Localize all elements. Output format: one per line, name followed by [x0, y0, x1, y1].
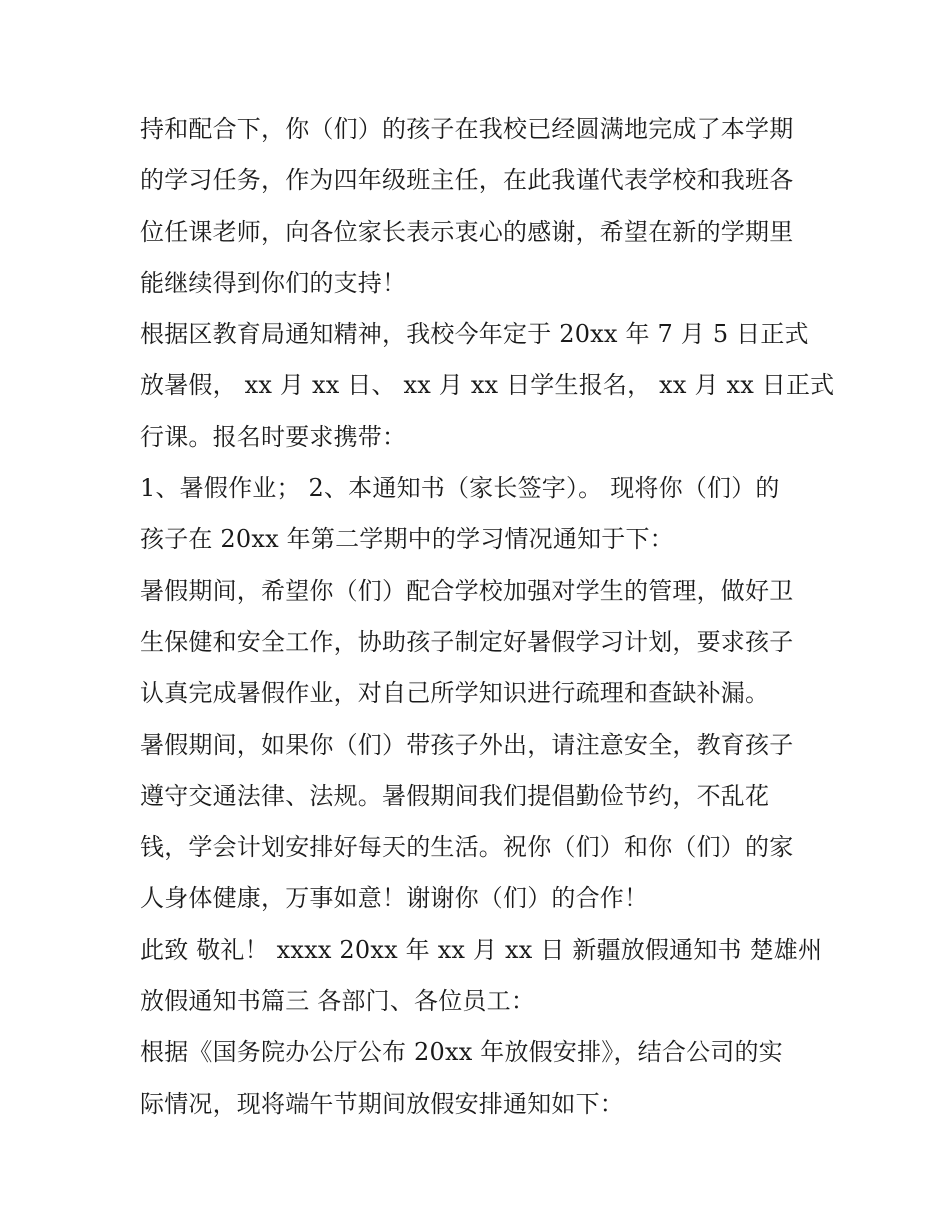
- text-line: 持和配合下，你（们）的孩子在我校已经圆满地完成了本学期: [140, 115, 794, 143]
- text-line: 的学习任务，作为四年级班主任，在此我谨代表学校和我班各: [140, 166, 794, 195]
- document-body: [140, 104, 835, 1130]
- text-line: 人身体健康，万事如意！谢谢你（们）的合作！: [140, 884, 649, 913]
- text-line: 根据《国务院办公厅公布 20xx 年放假安排》，结合公司的实: [140, 1038, 783, 1067]
- text-line: 1、暑假作业； 2、本通知书（家长签字）。 现将你（们）的: [140, 474, 780, 503]
- text-line: 位任课老师，向各位家长表示衷心的感谢，希望在新的学期里: [140, 217, 794, 246]
- text-line: 暑假期间，如果你（们）带孩子外出，请注意安全，教育孩子: [140, 730, 794, 759]
- text-line: 放假通知书篇三 各部门、各位员工：: [140, 987, 536, 1016]
- text-line: 孩子在 20xx 年第二学期中的学习情况通知于下：: [140, 525, 674, 554]
- text-line: 遵守交通法律、法规。暑假期间我们提倡勤俭节约，不乱花: [140, 781, 770, 810]
- text-line: 此致 敬礼！ xxxx 20xx 年 xx 月 xx 日 新疆放假通知书 楚雄州: [140, 935, 823, 964]
- text-line: 认真完成暑假作业，对自己所学知识进行疏理和查缺补漏。: [140, 679, 770, 708]
- text-line: 钱，学会计划安排好每天的生活。祝你（们）和你（们）的家: [140, 833, 794, 862]
- text-line: 放暑假， xx 月 xx 日、 xx 月 xx 日学生报名， xx 月 xx 日正式: [140, 371, 835, 400]
- text-line: 生保健和安全工作，协助孩子制定好暑假学习计划，要求孩子: [140, 627, 794, 656]
- text-line: 际情况，现将端午节期间放假安排通知如下：: [140, 1089, 624, 1118]
- text-line: 暑假期间，希望你（们）配合学校加强对学生的管理，做好卫: [140, 576, 794, 605]
- text-line: 根据区教育局通知精神，我校今年定于 20xx 年 7 月 5 日正式: [140, 320, 809, 349]
- text-line: 行课。报名时要求携带：: [140, 422, 407, 451]
- text-line: 能继续得到你们的支持！: [140, 268, 407, 297]
